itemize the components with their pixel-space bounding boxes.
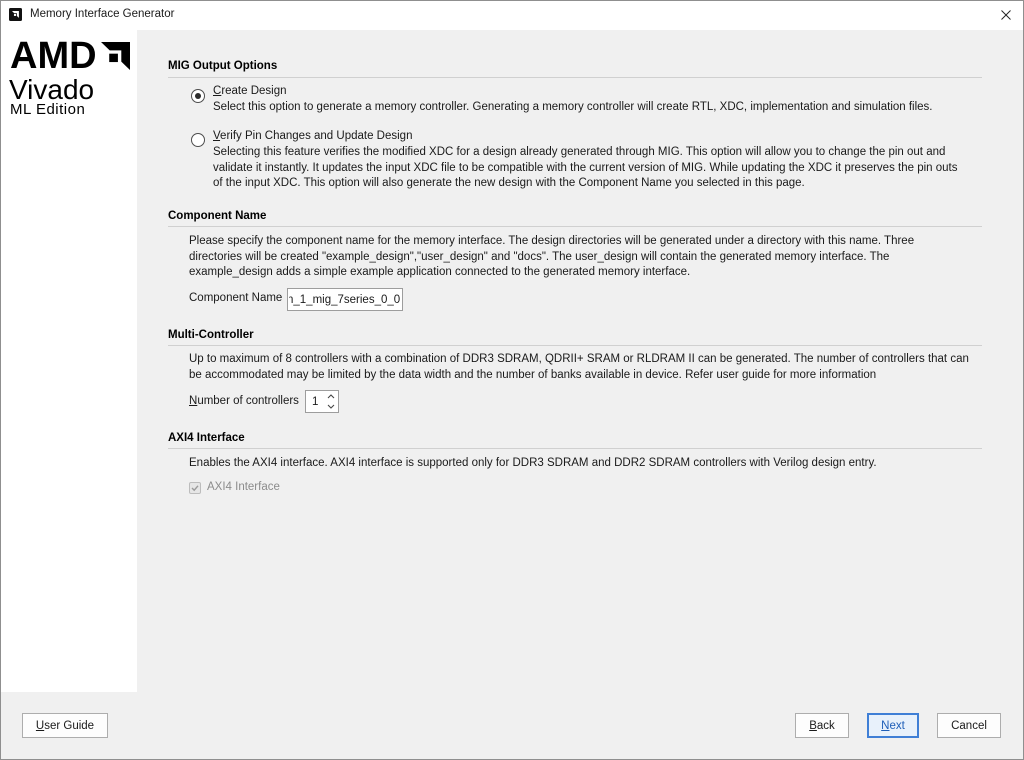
multi-controller-description xyxy=(189,352,969,383)
component-name-description xyxy=(189,234,914,281)
verify-pin-changes-radio[interactable] xyxy=(191,133,205,147)
create-design-radio[interactable] xyxy=(191,89,205,103)
cancel-button-label: Cancel xyxy=(951,719,987,732)
cancel-button[interactable] xyxy=(937,713,1001,738)
description-line: Selecting this feature verifies the modified XDC for a design already generated through MIG. This option will allow you to change the pin out and xyxy=(213,146,946,158)
component-name-input[interactable] xyxy=(287,288,403,311)
description-line: Please specify the component name for the memory interface. The design directories will be generated under a directory with this name. Three xyxy=(189,235,915,247)
description-line: Up to maximum of 8 controllers with a combination of DDR3 SDRAM, QDRII+ SRAM or RLDRAM II can be generated. The number of controllers that can xyxy=(189,353,969,365)
create-design-label[interactable]: Create Design xyxy=(213,85,287,97)
axi4-interface-checkbox[interactable] xyxy=(189,482,201,494)
section-heading-component-name: Component Name xyxy=(168,210,267,222)
back-button[interactable] xyxy=(795,713,849,738)
verify-pin-changes-description xyxy=(213,145,957,192)
section-divider xyxy=(168,77,982,78)
user-guide-button-label: User Guide xyxy=(35,719,95,732)
title-bar xyxy=(0,0,1024,30)
amd-wordmark: AMD xyxy=(10,35,97,77)
section-heading-multi-controller: Multi-Controller xyxy=(168,329,254,341)
component-name-label: Component Name xyxy=(189,292,283,304)
window-title: Memory Interface Generator xyxy=(30,8,175,20)
edition-label: ML Edition xyxy=(10,101,86,118)
verify-pin-changes-label[interactable]: Verify Pin Changes and Update Design xyxy=(213,130,413,142)
description-line: of the input XDC. This option will also generate the new design with the Component Name you selected in this page. xyxy=(213,177,805,189)
back-button-label: Back xyxy=(809,719,835,732)
close-icon[interactable] xyxy=(996,4,1016,25)
number-of-controllers-label: Number of controllers xyxy=(189,395,299,407)
amd-arrow-icon xyxy=(101,42,130,70)
section-divider xyxy=(168,345,982,346)
check-icon xyxy=(190,483,200,493)
description-line: example_design adds a simple example application connected to the generated memory interface. xyxy=(189,266,691,278)
section-divider xyxy=(168,226,982,227)
section-divider xyxy=(168,448,982,449)
number-of-controllers-input[interactable] xyxy=(306,391,325,412)
user-guide-button[interactable] xyxy=(22,713,108,738)
description-line: directories will be created "example_design","user_design" and "docs". The user_design will contain the generated memory interface. The xyxy=(189,250,890,263)
next-button-label: Next xyxy=(881,719,905,732)
description-line: be accommodated may be limited by the data width and the number of banks available in device. Refer user guide for more information xyxy=(189,368,877,381)
section-heading-output-options: MIG Output Options xyxy=(168,60,278,72)
axi4-description: Enables the AXI4 interface. AXI4 interface is supported only for DDR3 SDRAM and DDR2 SDRAM controllers with Verilog design entry. xyxy=(189,457,877,469)
vivado-wordmark: Vivado xyxy=(9,74,95,105)
amd-icon xyxy=(9,8,22,21)
number-of-controllers-spinner[interactable] xyxy=(305,390,339,413)
create-design-description: Select this option to generate a memory controller. Generating a memory controller will create RTL, XDC, implementation and simulation files. xyxy=(213,101,933,113)
description-line: validate it instantly. It updates the input XDC file to be compatible with the current version of MIG. While updating the XDC it preserves the pin outs xyxy=(213,161,958,174)
next-button[interactable] xyxy=(867,713,919,738)
axi4-interface-checkbox-label: AXI4 Interface xyxy=(207,481,280,493)
chevron-up-icon[interactable] xyxy=(326,392,336,401)
chevron-down-icon[interactable] xyxy=(326,402,336,411)
section-heading-axi4: AXI4 Interface xyxy=(168,432,245,444)
brand-panel xyxy=(0,30,137,692)
